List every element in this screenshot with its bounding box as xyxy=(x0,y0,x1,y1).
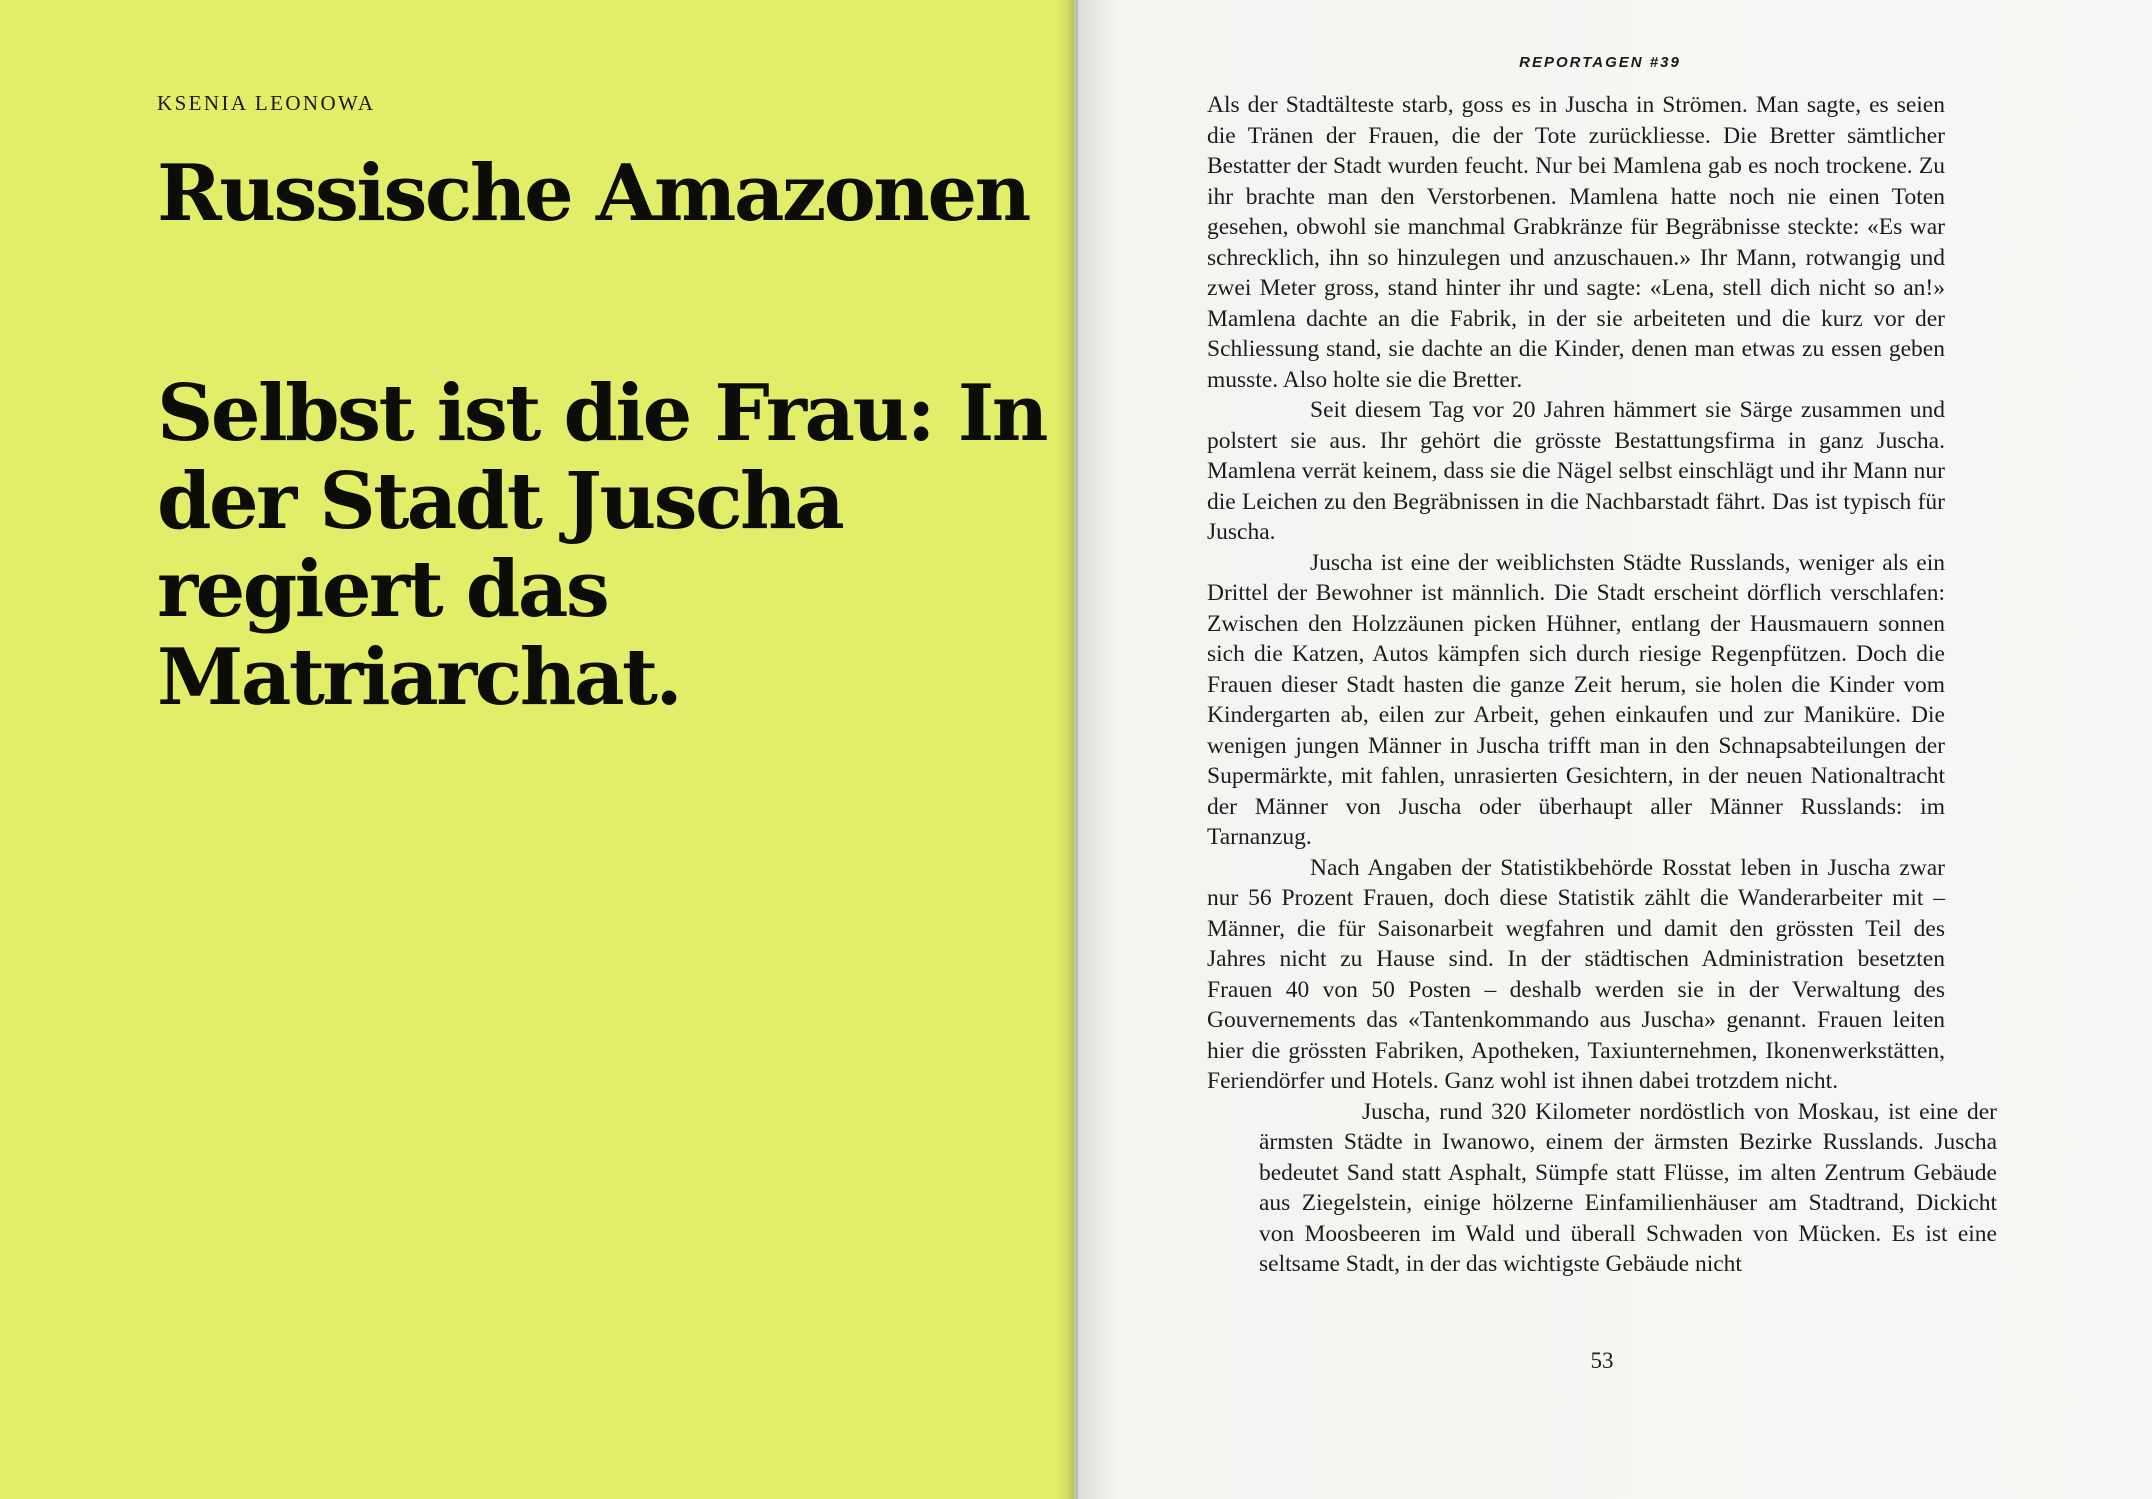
article-subtitle: Selbst ist die Frau: In der Stadt Juscha regiert das Matriarchat. xyxy=(157,368,1046,723)
running-header: REPORTAGEN #39 xyxy=(1519,54,1681,71)
left-page xyxy=(0,0,1074,1499)
body-paragraph: Seit diesem Tag vor 20 Jahren hämmert sie Särge zusammen und polstert sie aus. Ihr gehört die grösste Bestattungsfirma in ganz Juscha. Mamlena verrät keinem, dass sie die Nägel selbst einschlägt und ihr Mann nur die Leichen zu den Begräbnissen in die Nachbarstadt fährt. Das ist typisch für Juscha. xyxy=(1207,397,1945,545)
author-byline: KSENIA LEONOWA xyxy=(157,91,376,115)
body-paragraph: Juscha, rund 320 Kilometer nordöstlich von Moskau, ist eine der ärmsten Städte in Iwanowo, einem der ärmsten Bezirke Russlands. Juscha bedeutet Sand statt Asphalt, Sümpfe statt Flüsse, im alten Zentrum Gebäude aus Ziegelstein, einige hölzerne Einfamilienhäuser am Stadtrand, Dickicht von Moosbeeren im Wald und überall Schwaden von Mücken. Es ist eine seltsame Stadt, in der das wichtigste Gebäude nicht xyxy=(1259,1098,1997,1277)
page-number: 53 xyxy=(1590,1348,1614,1373)
article-body xyxy=(1207,90,1997,1280)
article-title: Russische Amazonen xyxy=(157,148,1029,239)
body-paragraph: Als der Stadtälteste starb, goss es in Juscha in Strömen. Man sagte, es seien die Tränen der Frauen, die der Tote zurückliesse. Die Bretter sämtlicher Bestatter der Stadt wurden feucht. Nur bei Mamlena gab es noch trockene. Zu ihr brachte man den Verstorbenen. Mamlena hatte noch nie einen Toten gesehen, obwohl sie manchmal Grabkränze für Begräbnisse steckte: «Es war schrecklich, ihn so hinzulegen und anzuschauen.» Ihr Mann, rotwangig und zwei Meter gross, stand hinter ihr und sagte: «Lena, stell dich nicht so an!» Mamlena dachte an die Fabrik, in der sie arbeiteten und die kurz vor der Schliessung stand, sie dachte an die Kinder, denen man etwas zu essen geben musste. Also holte sie die Bretter. xyxy=(1207,92,1945,393)
body-paragraph: Nach Angaben der Statistikbehörde Rosstat leben in Juscha zwar nur 56 Prozent Frauen, doch diese Statistik zählt die Wanderarbeiter mit – Männer, die für Saisonarbeit wegfahren und damit den grössten Teil des Jahres nicht zu Hause sind. In der städtischen Administration besetzten Frauen 40 von 50 Posten – deshalb werden sie in der Verwaltung des Gouvernements das «Tantenkommando aus Juscha» genannt. Frauen leiten hier die grössten Fabriken, Apotheken, Taxiunternehmen, Ikonenwerkstätten, Feriendörfer und Hotels. Ganz wohl ist ihnen dabei trotzdem nicht. xyxy=(1207,854,1945,1094)
page-gutter xyxy=(1056,0,1078,1499)
body-paragraph: Juscha ist eine der weiblichsten Städte Russlands, weniger als ein Drittel der Bewohner ist männlich. Die Stadt erscheint dörflich verschlafen: Zwischen den Holzzäunen picken Hühner, entlang der Hausmauern sonnen sich die Katzen, Autos kämpfen sich durch riesige Regenpfützen. Doch die Frauen dieser Stadt hasten die ganze Zeit herum, sie holen die Kinder vom Kindergarten ab, eilen zur Arbeit, gehen einkaufen und zur Maniküre. Die wenigen jungen Männer in Juscha trifft man in den Schnapsabteilungen der Supermärkte, mit fahlen, unrasierten Gesichtern, in der neuen Nationaltracht der Männer von Juscha oder überhaupt aller Männer Russlands: im Tarnanzug. xyxy=(1207,549,1945,850)
